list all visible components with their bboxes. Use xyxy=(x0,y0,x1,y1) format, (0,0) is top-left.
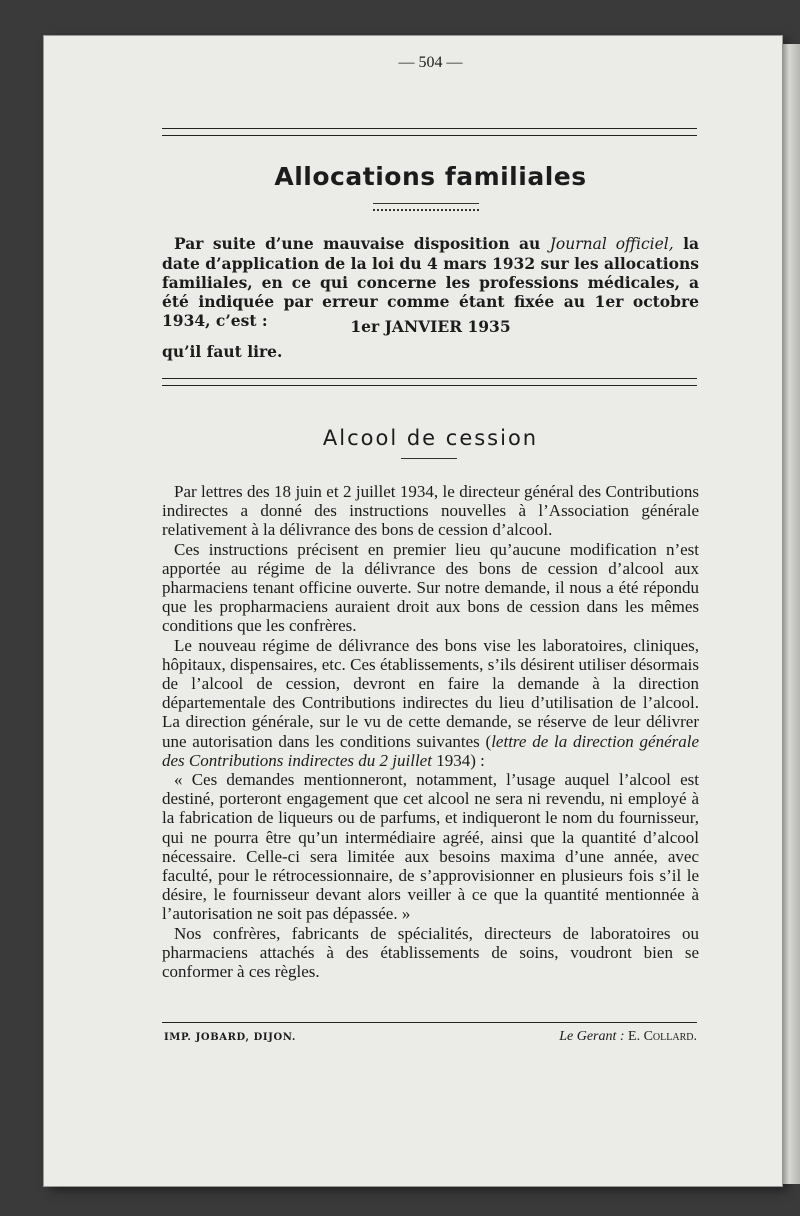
alcool-body xyxy=(162,482,699,981)
page-edge xyxy=(782,44,800,1184)
paragraph-5: Nos confrères, fabricants de spécialités, directeurs de laboratoires ou pharmaciens attachés à des établissements de soins, voudront bien se conformer à ces règles. xyxy=(162,923,699,982)
printer-imprint: IMP. JOBARD, DIJON. xyxy=(164,1032,296,1043)
allocations-text-start: Par suite d’une mauvaise disposition au xyxy=(174,234,541,253)
title-underline xyxy=(401,458,457,459)
correction-date: 1er JANVIER 1935 xyxy=(350,317,511,336)
gerant-line xyxy=(559,1029,697,1045)
middle-double-rule xyxy=(162,378,697,386)
section-title-allocations: Allocations familiales xyxy=(274,162,587,191)
top-double-rule xyxy=(162,128,697,136)
paragraph-1: Par lettres des 18 juin et 2 juillet 1934, le directeur général des Contributions indirectes a donné des instructions nouvelles à l’Association générale relativement à la délivrance des bons de cession d’alcool. xyxy=(162,482,699,540)
paragraph-3 xyxy=(162,636,699,770)
gerant-name: E. Collard. xyxy=(628,1029,697,1044)
section-title-alcool: Alcool de cession xyxy=(322,426,539,450)
paragraph-quote: « Ces demandes mentionneront, notamment, l’usage auquel l’alcool est destiné, porteront engagement que cet alcool ne sera ni revendu, ni employé à la fabrication de liqueurs ou de parfums, et indiqueront le nom du fournisseur, qui ne pourra être qu’un intermédiaire agréé, ainsi que la quantité d’alcool nécessaire. Celle-ci sera limitée aux besoins maxima d’une année, avec faculté, pour le rétrocessionnaire, de s’approvisionner en plusieurs fois s’il le désire, le fournisseur devant alors veiller à ce que la quantité mentionnée à l’autorisation ne soit pas dépassée. » xyxy=(162,770,699,924)
journal-officiel-italic: Journal officiel, xyxy=(549,235,674,253)
paragraph-3-start: Le nouveau régime de délivrance des bons vise les laboratoires, cliniques, hôpitaux, dispensaires, etc. Ces établissements, s’ils désirent utiliser désormais de l’alcool de cession, devront en faire la demande à la direction départementale des Contributions indirectes du lieu d’utilisation de l’alcool. La direction générale, sur le vu de cette demande, se réserve de leur délivrer une autorisation dans les conditions suivantes ( xyxy=(162,635,699,751)
paragraph-3-end: 1934) : xyxy=(431,750,485,770)
title-ornament xyxy=(373,203,479,211)
allocations-paragraph xyxy=(162,234,699,330)
paragraph-3-italic: lettre de la direction générale des Contributions indirectes du 2 juillet xyxy=(162,731,699,770)
allocations-closing: qu’il faut lire. xyxy=(162,342,283,361)
allocations-text-end: la date d’application de la loi du 4 mars 1932 sur les allocations familiales, en ce qui concerne les professions médicales, a été indiquée par erreur comme étant fixée au 1er octobre 1934, c’est : xyxy=(162,234,699,330)
footer-rule xyxy=(162,1022,697,1023)
page-number: — 504 — xyxy=(398,54,463,71)
paragraph-2: Ces instructions précisent en premier lieu qu’aucune modification n’est apportée au régime de la délivrance des bons de cession d’alcool aux pharmaciens tenant officine ouverte. Sur notre demande, il nous a été répondu que les propharmaciens auraient droit aux bons de cession dans les mêmes conditions que les confrères. xyxy=(162,539,699,636)
gerant-label: Le Gerant : xyxy=(559,1029,625,1044)
